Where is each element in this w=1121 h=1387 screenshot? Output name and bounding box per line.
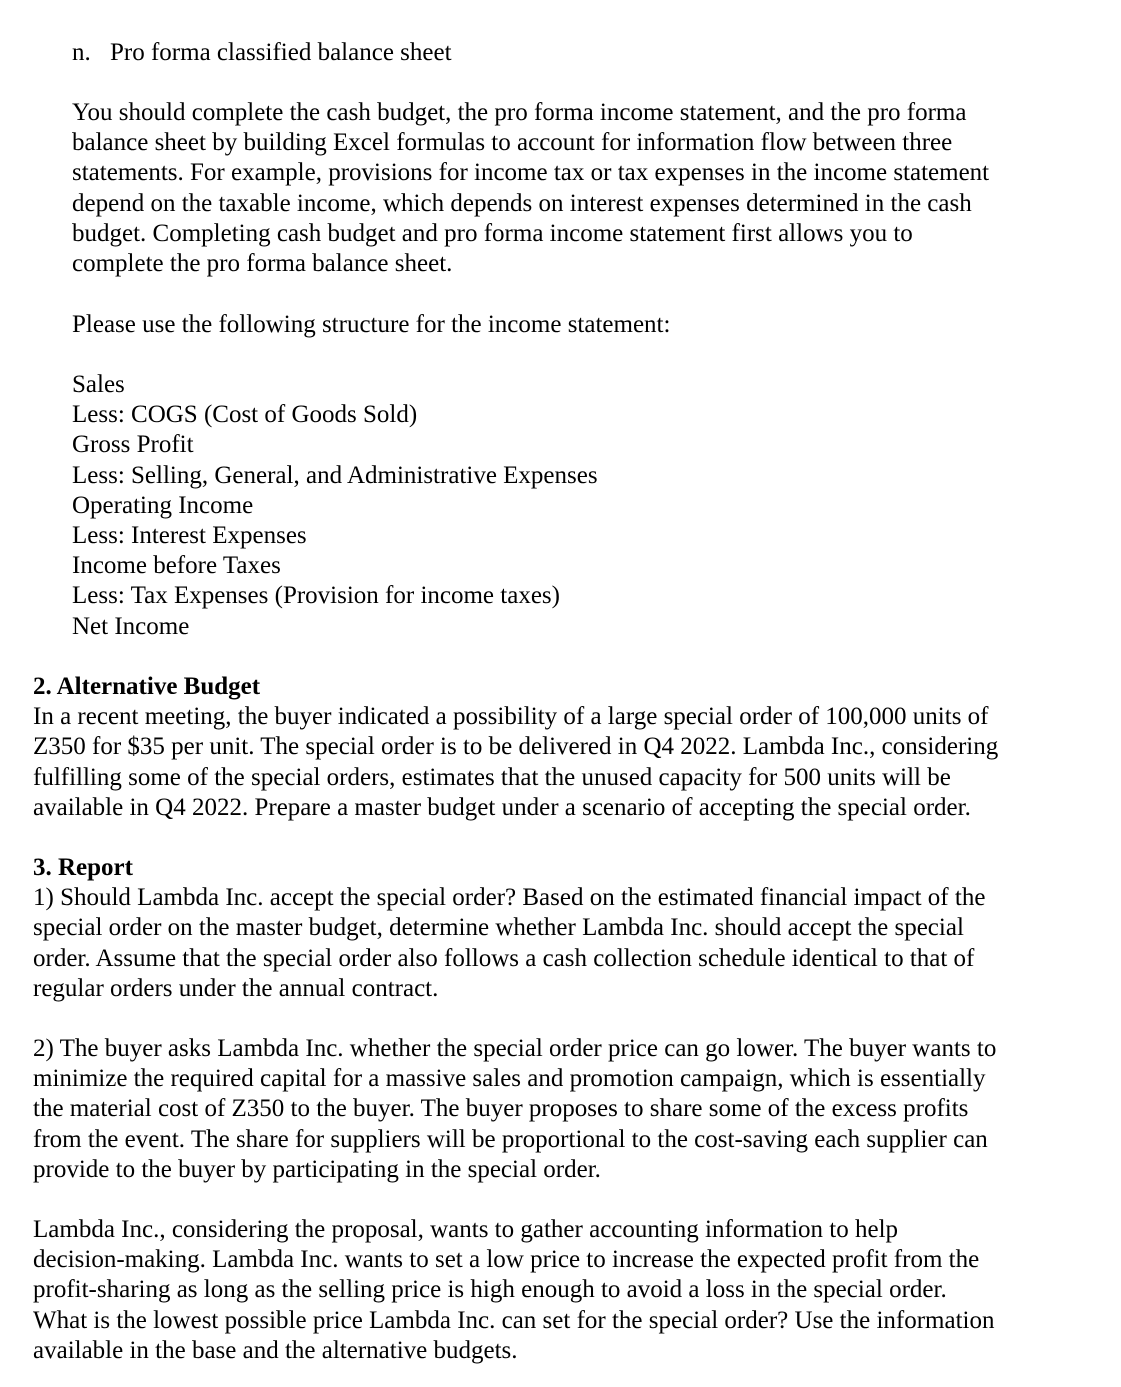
intro-paragraph <box>72 98 989 279</box>
paragraph-line: In a recent meeting, the buyer indicated a possibility of a large special order of 100,000 units of <box>33 703 989 731</box>
section-heading: 3. Report <box>33 854 133 881</box>
paragraph-line: fulfilling some of the special orders, estimates that the unused capacity for 500 units will be <box>33 763 951 791</box>
structure-item: Gross Profit <box>72 431 194 459</box>
paragraph-line: depend on the taxable income, which depends on interest expenses determined in the cash <box>72 189 972 217</box>
list-item-pro-forma-balance-sheet <box>72 38 452 68</box>
alternative-budget-section <box>33 672 998 823</box>
paragraph-line: order. Assume that the special order also follows a cash collection schedule identical to that of <box>33 944 975 972</box>
paragraph-line: available in the base and the alternative budgets. <box>33 1336 518 1364</box>
paragraph-line: 2) The buyer asks Lambda Inc. whether the special order price can go lower. The buyer wants to <box>33 1035 997 1062</box>
paragraph-line: decision-making. Lambda Inc. wants to set a low price to increase the expected profit from the <box>33 1246 980 1274</box>
paragraph-line: budget. Completing cash budget and pro forma income statement first allows you to <box>72 219 913 247</box>
paragraph-line: Lambda Inc., considering the proposal, wants to gather accounting information to help <box>33 1216 899 1243</box>
paragraph-line: minimize the required capital for a massive sales and promotion campaign, which is essentially <box>33 1065 986 1093</box>
paragraph-line: regular orders under the annual contract. <box>33 974 439 1002</box>
paragraph-line: the material cost of Z350 to the buyer. The buyer proposes to share some of the excess profits <box>33 1095 969 1123</box>
paragraph-line: profit-sharing as long as the selling price is high enough to avoid a loss in the special order. <box>33 1276 947 1304</box>
section-heading: 2. Alternative Budget <box>33 673 261 700</box>
structure-item: Less: Selling, General, and Administrative Expenses <box>72 461 598 489</box>
paragraph-line: Z350 for $35 per unit. The special order is to be delivered in Q4 2022. Lambda Inc., considering <box>33 733 999 761</box>
report-section <box>33 853 985 1004</box>
paragraph-line: special order on the master budget, determine whether Lambda Inc. should accept the special <box>33 914 964 942</box>
paragraph-line: available in Q4 2022. Prepare a master budget under a scenario of accepting the special order. <box>33 793 971 821</box>
structure-item: Less: Interest Expenses <box>72 522 307 550</box>
structure-item: Less: Tax Expenses (Provision for income taxes) <box>72 582 560 610</box>
paragraph-line: You should complete the cash budget, the pro forma income statement, and the pro forma <box>72 99 967 126</box>
structure-item: Income before Taxes <box>72 552 281 580</box>
paragraph-line: from the event. The share for suppliers will be proportional to the cost-saving each supplier can <box>33 1125 988 1153</box>
income-statement-structure-list <box>72 370 598 642</box>
report-question-2-followup <box>33 1215 994 1366</box>
structure-item: Net Income <box>72 612 190 640</box>
structure-item: Operating Income <box>72 491 254 519</box>
paragraph-line: statements. For example, provisions for income tax or tax expenses in the income statement <box>72 159 990 187</box>
paragraph-line: provide to the buyer by participating in the special order. <box>33 1155 601 1183</box>
structure-item: Sales <box>72 371 125 398</box>
list-item-marker: n. <box>72 39 91 66</box>
paragraph-line: What is the lowest possible price Lambda Inc. can set for the special order? Use the information <box>33 1306 995 1334</box>
structure-lead-text: Please use the following structure for the income statement: <box>72 311 671 338</box>
report-question-2 <box>33 1034 996 1185</box>
paragraph-line: 1) Should Lambda Inc. accept the special order? Based on the estimated financial impact of the <box>33 884 986 912</box>
structure-item: Less: COGS (Cost of Goods Sold) <box>72 401 418 429</box>
paragraph-line: balance sheet by building Excel formulas to account for information flow between three <box>72 129 953 157</box>
list-item-text: Pro forma classified balance sheet <box>110 39 452 66</box>
paragraph-line: complete the pro forma balance sheet. <box>72 250 453 278</box>
